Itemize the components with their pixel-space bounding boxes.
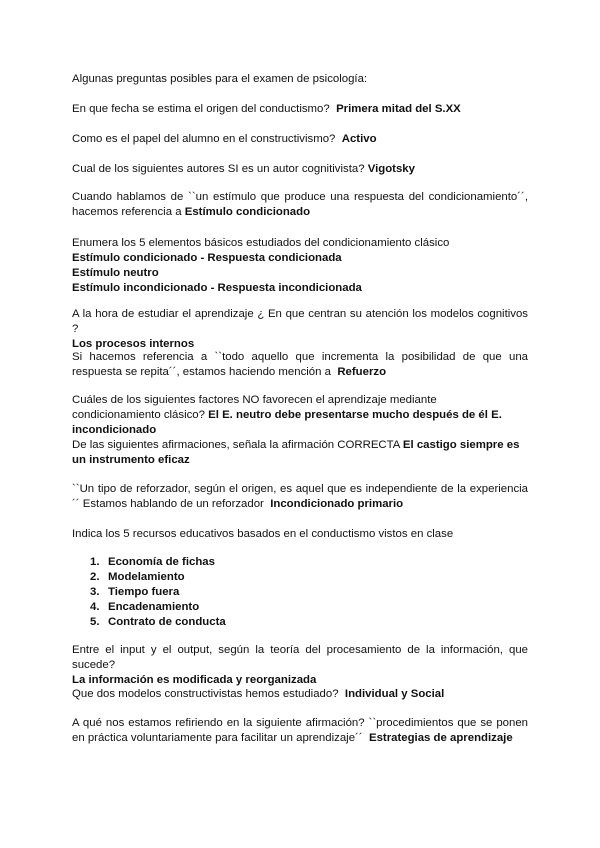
question-6 [72,307,528,352]
resources-list [72,555,226,630]
answer-text: Primera mitad del S.XX [336,103,461,115]
question-1 [72,102,528,117]
list-item: 2. Modelamiento [90,571,185,583]
question-9 [72,438,528,468]
question-14 [72,716,528,746]
question-text: Entre el input y el output, según la teoría del procesamiento de la información, que sucede? [72,644,528,671]
list-item: 3. Tiempo fuera [90,586,180,598]
list-item: 5. Contrato de conducta [90,616,226,628]
question-text: Cual de los siguientes autores SI es un autor cognitivista? [72,163,365,175]
question-text: A la hora de estudiar el aprendizaje ¿ En que centran su atención los modelos cognitivos ? [72,308,528,335]
question-5 [72,236,528,296]
answer-line-1: Estímulo condicionado - Respuesta condicionada [72,252,342,264]
question-text: Cuáles de los siguientes factores NO favorecen el aprendizaje mediante condicionamiento clásico? [72,394,437,421]
question-text: Indica los 5 recursos educativos basados en el conductismo vistos en clase [72,528,454,540]
answer-text: El castigo siempre es un instrumento eficaz [72,439,520,466]
question-text: Enumera los 5 elementos básicos estudiados del condicionamiento clásico [72,237,450,249]
answer-text: Refuerzo [337,366,387,378]
answer-text: Incondicionado primario [270,498,404,510]
question-2 [72,132,528,147]
question-8 [72,393,528,438]
answer-text: Activo [341,133,377,145]
question-4 [72,190,528,220]
question-3 [72,162,528,177]
question-13 [72,687,528,702]
answer-text: Vigotsky [367,163,415,175]
answer-line-2: Estímulo neutro [72,267,159,279]
answer-text: Los procesos internos [72,338,195,350]
answer-text: Individual y Social [344,688,445,700]
question-text: Que dos modelos constructivistas hemos estudiado? [72,688,339,700]
answer-text: El E. neutro debe presentarse mucho después de él E. incondicionado [72,409,502,436]
question-10 [72,482,528,512]
answer-text: Estímulo condicionado [184,206,311,218]
list-item: 4. Encadenamiento [90,601,200,613]
answer-line-3: Estímulo incondicionado - Respuesta incondicionada [72,282,362,294]
answer-text: La información es modificada y reorganizada [72,674,317,686]
question-11 [72,527,528,542]
list-item: 1. Economía de fichas [90,556,215,568]
question-text: Si hacemos referencia a ``todo aquello que incrementa la posibilidad de que una respuesta se repita´´, estamos haciendo mención a [72,351,528,378]
question-text: ``Un tipo de reforzador, según el origen, es aquel que es independiente de la experiencia´´ Estamos hablando de un reforzador [72,483,528,510]
answer-text: Estrategias de aprendizaje [368,732,513,744]
question-text: En que fecha se estima el origen del conductismo? [72,103,330,115]
question-7 [72,350,528,380]
question-text: A qué nos estamos refiriendo en la siguiente afirmación? ``procedimientos que se ponen en práctica voluntariamente para facilitar un aprendizaje´´ [72,717,528,744]
question-12 [72,643,528,688]
question-text: Como es el papel del alumno en el constructivismo? [72,133,336,145]
question-text: Cuando hablamos de ``un estímulo que produce una respuesta del condicionamiento´´, hacemos referencia a [72,191,528,218]
question-text: De las siguientes afirmaciones, señala la afirmación CORRECTA [72,439,400,451]
intro-text: Algunas preguntas posibles para el examen de psicología: [72,73,368,85]
